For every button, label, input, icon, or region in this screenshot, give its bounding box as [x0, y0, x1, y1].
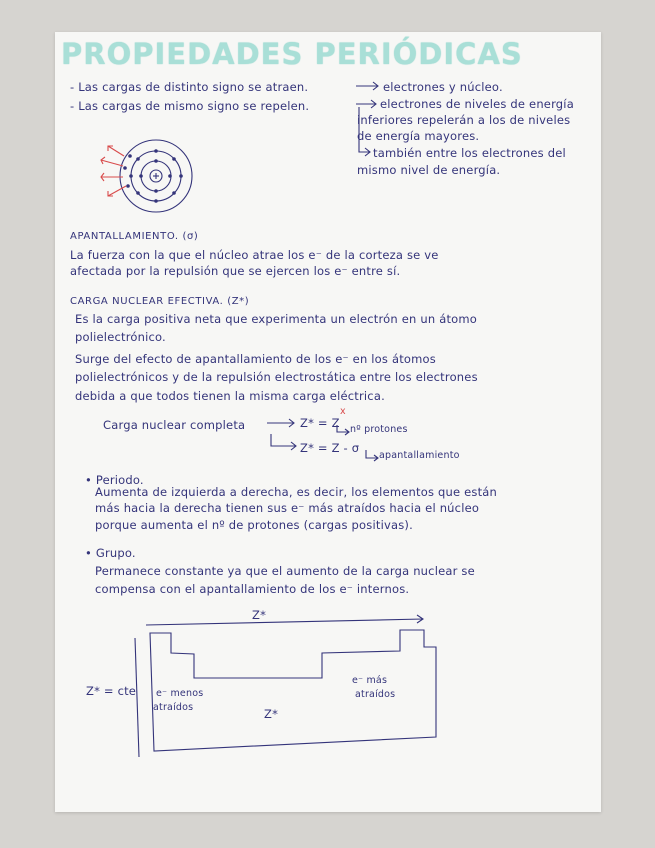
- diagram-center-label: Z*: [264, 707, 279, 721]
- arrow-2-icon: [356, 100, 376, 108]
- shielding-line-1: La fuerza con la que el núcleo atrae los e⁻ de la corteza se ve: [70, 248, 439, 262]
- zeff-line-4: polielectrónicos y de la repulsión electrostática entre los electrones: [75, 370, 478, 384]
- note-arrow-2-icon: [366, 450, 378, 461]
- formula-2-note: apantallamiento: [379, 450, 460, 461]
- diagram-left-inside-2: atraídos: [153, 702, 194, 713]
- formula-1-note: nº protones: [350, 424, 408, 435]
- period-line-3: porque aumenta el nº de protones (cargas positivas).: [95, 518, 413, 532]
- intro-line-2-result-2: inferiores repelerán a los de niveles: [357, 113, 571, 127]
- formula-label: Carga nuclear completa: [103, 418, 246, 432]
- cross-mark: x: [340, 406, 346, 417]
- intro-line-2: - Las cargas de mismo signo se repelen.: [70, 99, 310, 113]
- diagram-top-label: Z*: [252, 608, 267, 622]
- intro-line-2-result-5: mismo nivel de energía.: [357, 163, 501, 177]
- zeff-line-2: polielectrónico.: [75, 330, 166, 344]
- zeff-heading: CARGA NUCLEAR EFECTIVA. (Z*): [70, 296, 250, 307]
- atom-icon: [120, 140, 192, 212]
- group-heading: • Grupo.: [85, 546, 136, 560]
- group-line-2: compensa con el apantallamiento de los e⁻ internos.: [95, 582, 410, 596]
- group-axis-line: [135, 638, 139, 757]
- period-line-1: Aumenta de izquierda a derecha, es decir, los elementos que están: [95, 485, 498, 499]
- period-heading: • Periodo.: [85, 473, 144, 487]
- intro-line-1: - Las cargas de distinto signo se atraen.: [70, 80, 309, 94]
- zeff-arrow-icon: [146, 615, 423, 625]
- shielding-heading: APANTALLAMIENTO. (σ): [70, 231, 199, 242]
- diagram-right-inside-1: e⁻ más: [352, 675, 388, 686]
- formula-2: Z* = Z - σ: [300, 441, 360, 455]
- periodic-table-outline: [150, 630, 436, 751]
- intro-line-1-result: electrones y núcleo.: [383, 80, 503, 94]
- diagram-left-label: Z* = cte: [86, 684, 137, 698]
- intro-line-2-result-1: electrones de niveles de energía: [380, 97, 574, 111]
- page-title: PROPIEDADES PERIÓDICAS: [61, 37, 523, 71]
- diagram-right-inside-2: atraídos: [355, 689, 396, 700]
- intro-line-2-result-3: de energía mayores.: [357, 129, 480, 143]
- zeff-line-1: Es la carga positiva neta que experimenta un electrón en un átomo: [75, 312, 478, 326]
- formula-1: Z* = Z: [300, 416, 340, 430]
- formula-arrow-2-icon: [271, 434, 296, 450]
- repulsion-arrows-icon: [101, 146, 126, 196]
- group-line-1: Permanece constante ya que el aumento de la carga nuclear se: [95, 564, 475, 578]
- zeff-line-5: debida a que todos tienen la misma carga eléctrica.: [75, 389, 385, 403]
- branch-arrow-icon: [359, 107, 370, 156]
- note-arrow-1-icon: [337, 425, 349, 435]
- intro-line-2-result-4: también entre los electrones del: [373, 146, 566, 160]
- zeff-line-3: Surge del efecto de apantallamiento de los e⁻ en los átomos: [75, 352, 436, 366]
- formula-arrow-1-icon: [267, 419, 294, 427]
- shielding-line-2: afectada por la repulsión que se ejercen los e⁻ entre sí.: [70, 264, 401, 278]
- arrow-1-icon: [356, 82, 378, 90]
- period-line-2: más hacia la derecha tienen sus e⁻ más atraídos hacia el núcleo: [95, 501, 480, 515]
- diagram-left-inside-1: e⁻ menos: [156, 688, 204, 699]
